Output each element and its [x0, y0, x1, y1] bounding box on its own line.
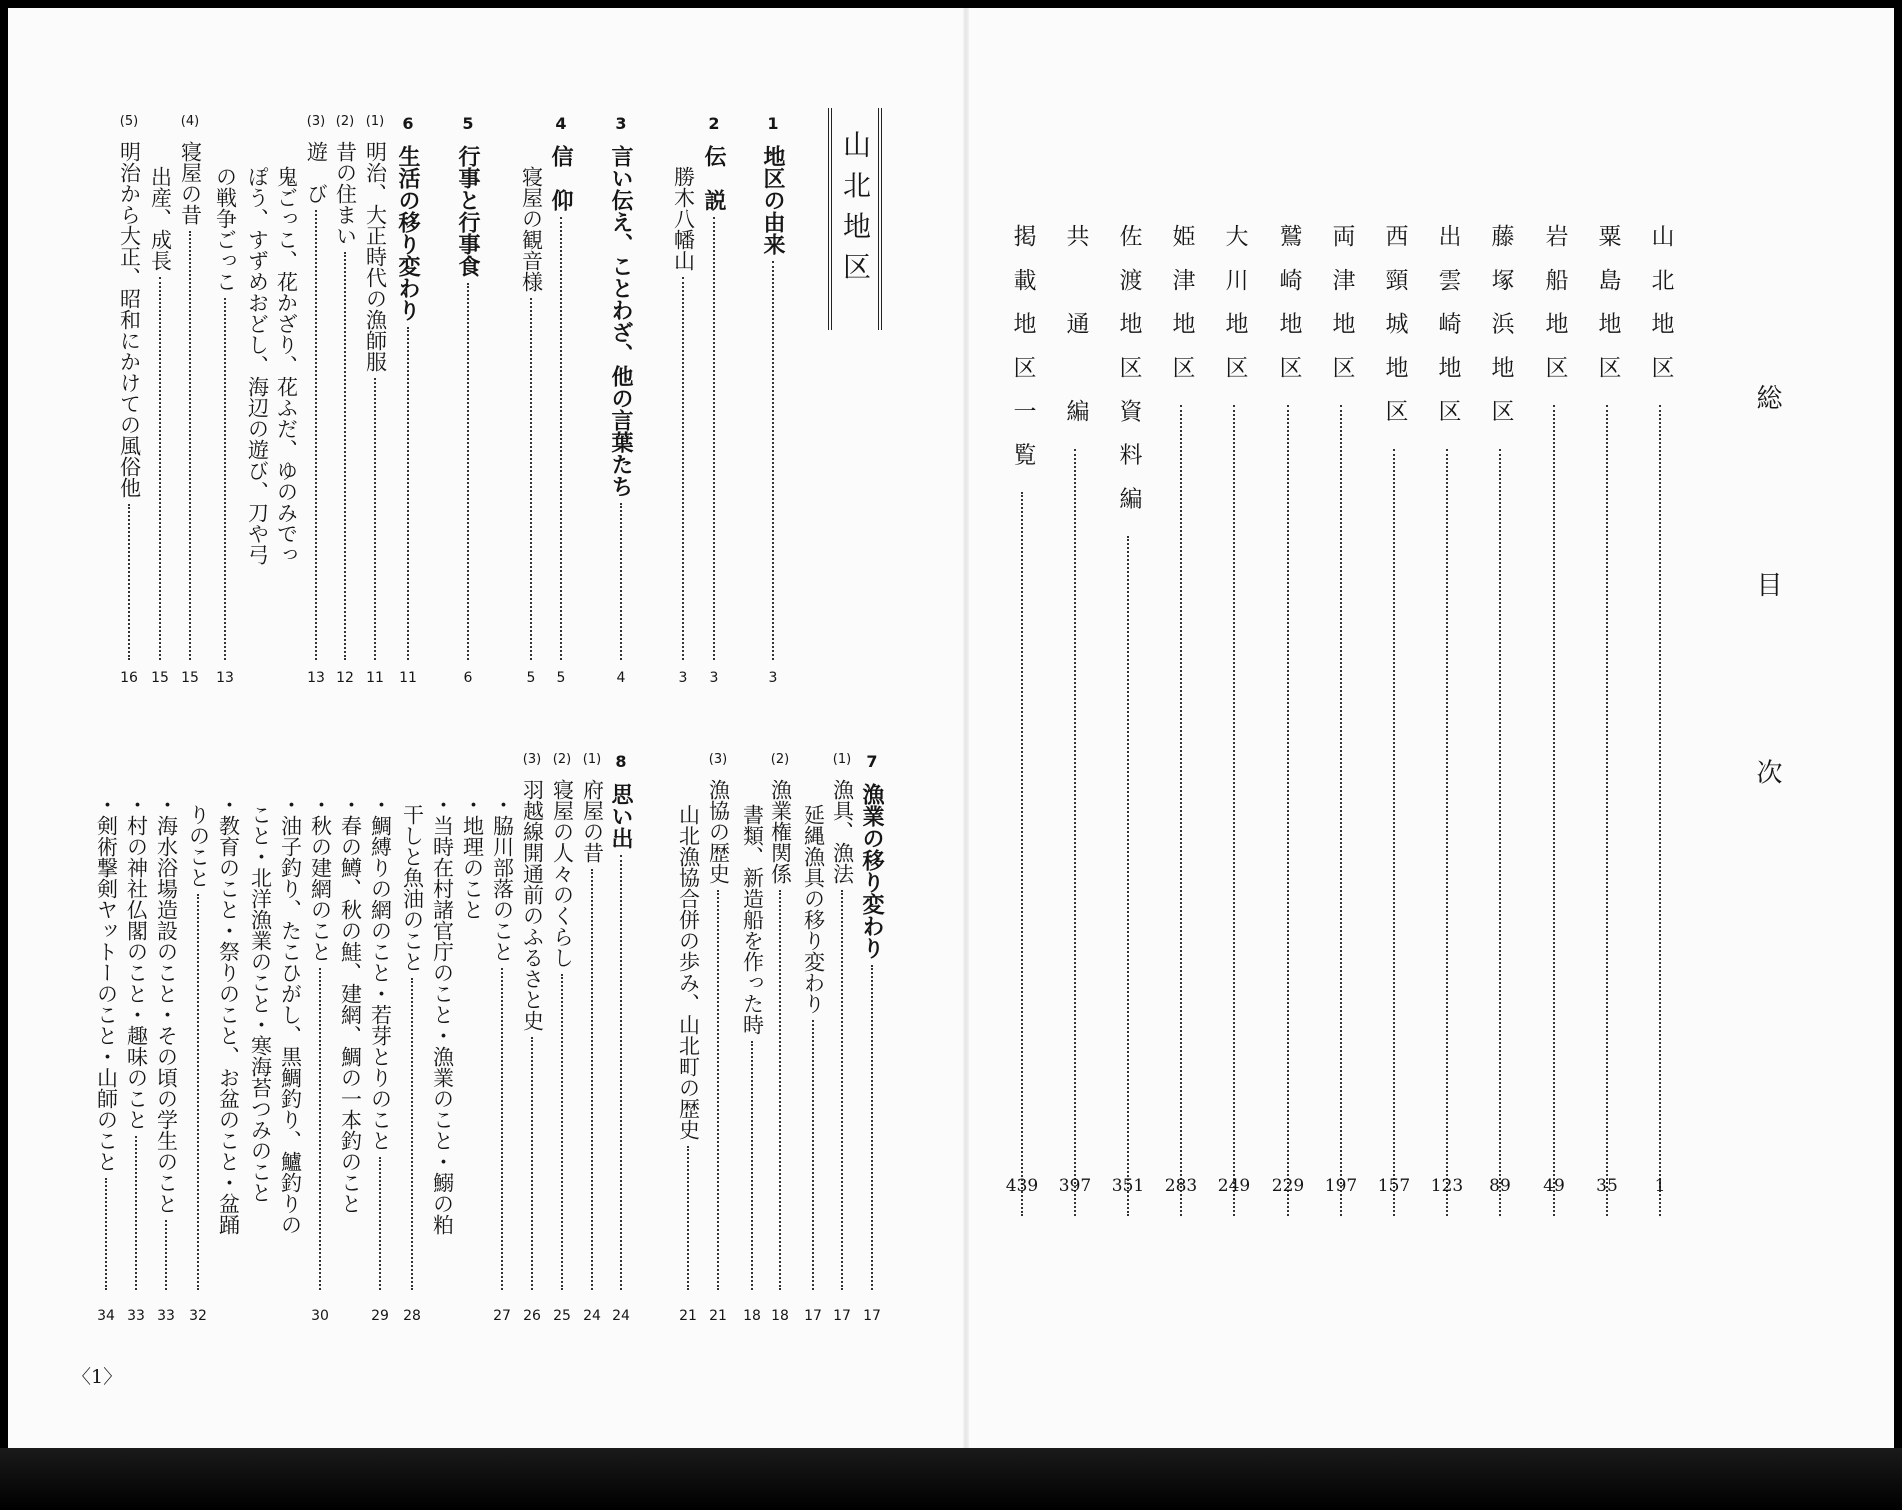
- toc-line-page: 26: [523, 1308, 541, 1324]
- toc-line-label: ・秋の建網のこと: [308, 794, 333, 962]
- toc-line-number: (2): [552, 752, 572, 767]
- toc-entry-label: 鷲崎地区: [1275, 224, 1302, 399]
- dot-leader: [871, 965, 873, 1290]
- dot-leader: [315, 210, 317, 660]
- toc-line-page: 27: [493, 1308, 511, 1324]
- toc-entry: [1429, 224, 1465, 1224]
- toc-line-label: 伝 説: [701, 145, 727, 211]
- dot-leader: [560, 217, 562, 660]
- toc-line-page: 33: [127, 1308, 145, 1324]
- dot-leader: [1393, 449, 1395, 1217]
- toc-line-number: (5): [119, 114, 139, 129]
- toc-entry-label: 岩船地区: [1541, 224, 1568, 399]
- dot-leader: [1180, 405, 1182, 1216]
- toc-line-page: 21: [709, 1308, 727, 1324]
- toc-line-number: (3): [708, 752, 728, 767]
- toc-line-number: 7: [866, 752, 878, 771]
- toc-line-number: (2): [770, 752, 790, 767]
- toc-line-label: ・当時在村諸官庁のこと・漁業のこと・鰯の粕: [430, 794, 455, 1235]
- dot-leader: [812, 1020, 814, 1290]
- dot-leader: [1446, 449, 1448, 1217]
- dot-leader: [841, 890, 843, 1290]
- toc-line-page: 4: [616, 670, 626, 686]
- toc-line-label: 山北漁協合併の歩み、山北町の歴史: [676, 804, 701, 1140]
- toc-line-label: ・地理のこと: [460, 794, 485, 920]
- toc-line: [545, 114, 577, 668]
- toc-line-page: 11: [366, 670, 384, 686]
- dot-leader: [687, 1146, 689, 1290]
- dot-leader: [224, 298, 226, 660]
- toc-line-label: 昔の住まい: [333, 141, 358, 246]
- toc-line-page: 18: [743, 1308, 761, 1324]
- toc-entry-page: 89: [1489, 1176, 1511, 1196]
- toc-line-label: 寝屋の昔: [178, 141, 203, 225]
- toc-line-label: 行事と行事食: [455, 145, 481, 277]
- toc-line: [605, 114, 637, 668]
- toc-line: [576, 752, 608, 1298]
- toc-line-label: ・油子釣り、たこひがし、黒鯛釣り、鱸釣りの: [278, 794, 303, 1235]
- dot-leader: [319, 968, 321, 1290]
- toc-line-number: (3): [522, 752, 542, 767]
- toc-entry-label: 掲載地区一覧: [1009, 224, 1036, 487]
- toc-entry: [1536, 224, 1572, 1224]
- toc-line: [174, 114, 206, 668]
- toc-line-page: 34: [97, 1308, 115, 1324]
- toc-line-label: 思い出: [608, 783, 634, 849]
- dot-leader: [1074, 449, 1076, 1217]
- toc-line-number: (1): [832, 752, 852, 767]
- toc-line-label: 出産、成長: [148, 166, 173, 271]
- scan-shadow: [0, 1448, 1902, 1510]
- toc-line-label: 鬼ごっこ、花かざり、花ふだ、ゆのみでっ: [274, 166, 299, 565]
- toc-line-label: 漁協の歴史: [706, 779, 731, 884]
- toc-line-label: こと・北洋漁業のこと・寒海苔つみのこと: [248, 804, 273, 1203]
- toc-line-page: 28: [403, 1308, 421, 1324]
- toc-line: [182, 752, 214, 1298]
- toc-line: [667, 114, 699, 668]
- toc-line: [764, 752, 796, 1298]
- toc-line-label: ・春の鱒、秋の鮭、建網、鯛の一本釣のこと: [338, 794, 363, 1214]
- toc-line-label: ぽう、すずめおどし、海辺の遊び、刀や弓: [245, 166, 270, 565]
- toc-line-page: 25: [553, 1308, 571, 1324]
- dot-leader: [407, 327, 409, 660]
- toc-line-page: 15: [151, 670, 169, 686]
- toc-line: [300, 114, 332, 668]
- dot-leader: [1340, 405, 1342, 1216]
- toc-line-number: (2): [335, 114, 355, 129]
- toc-line: [212, 752, 244, 1298]
- toc-entry-label: 粟島地区: [1594, 224, 1621, 399]
- toc-line: [426, 752, 458, 1298]
- dot-leader: [1553, 405, 1555, 1216]
- toc-line-page: 32: [189, 1308, 207, 1324]
- document-page: [8, 8, 1894, 1448]
- toc-line: [826, 752, 858, 1298]
- toc-line-page: 30: [311, 1308, 329, 1324]
- section-title-box: [828, 108, 882, 330]
- toc-line-page: 17: [833, 1308, 851, 1324]
- toc-entry: [1057, 224, 1093, 1224]
- toc-line: [672, 752, 704, 1298]
- toc-line-label: 漁業権関係: [768, 779, 793, 884]
- toc-line-page: 13: [216, 670, 234, 686]
- toc-line-page: 5: [556, 670, 566, 686]
- dot-leader: [1233, 405, 1235, 1216]
- toc-line-label: 明治から大正、昭和にかけての風俗他: [117, 141, 142, 498]
- toc-entry: [1270, 224, 1306, 1224]
- toc-line-label: 羽越線開通前のふるさと史: [520, 779, 545, 1031]
- dot-leader: [1127, 536, 1129, 1216]
- toc-line: [334, 752, 366, 1298]
- toc-entry: [1163, 224, 1199, 1224]
- toc-line-label: の戦争ごっこ: [213, 166, 238, 292]
- toc-entry-label: 西頸城地区: [1381, 224, 1408, 443]
- dot-leader: [1021, 492, 1023, 1216]
- dot-leader: [374, 378, 376, 660]
- toc-line-label: 寝屋の人々のくらし: [550, 779, 575, 968]
- toc-line: [144, 114, 176, 668]
- dot-leader: [467, 283, 469, 660]
- toc-line-label: 勝木八幡山: [671, 166, 696, 271]
- toc-line: [486, 752, 518, 1298]
- toc-entry-label: 両津地区: [1328, 224, 1355, 399]
- toc-line: [515, 114, 547, 668]
- toc-line-number: 4: [555, 114, 567, 133]
- toc-entry: [1110, 224, 1146, 1224]
- toc-line-label: ・村の神社仏閣のこと・趣味のこと: [124, 794, 149, 1130]
- toc-line: [150, 752, 182, 1298]
- toc-entry-label: 姫津地区: [1168, 224, 1195, 399]
- toc-line-label: 言い伝え、ことわざ、他の言葉たち: [608, 145, 634, 497]
- dot-leader: [379, 1157, 381, 1290]
- toc-line-number: 2: [708, 114, 720, 133]
- dot-leader: [105, 1178, 107, 1290]
- page-folio: 〈1〉: [72, 1366, 123, 1388]
- dot-leader: [751, 1041, 753, 1290]
- toc-line-label: 延縄漁具の移り変わり: [801, 804, 826, 1014]
- toc-line-label: 地区の由来: [760, 145, 786, 255]
- toc-line: [698, 114, 730, 668]
- toc-entry-page: 157: [1377, 1176, 1411, 1196]
- toc-line-number: (1): [582, 752, 602, 767]
- toc-entry: [1216, 224, 1252, 1224]
- toc-line-page: 3: [678, 670, 688, 686]
- toc-line: [359, 114, 391, 668]
- toc-entry-page: 439: [1005, 1176, 1039, 1196]
- toc-entry: [1642, 224, 1678, 1224]
- toc-line-label: 漁業の移り変わり: [859, 783, 885, 959]
- toc-line-number: (3): [306, 114, 326, 129]
- dot-leader: [501, 968, 503, 1290]
- toc-line: [244, 752, 276, 1298]
- toc-line-page: 13: [307, 670, 325, 686]
- toc-entry: [1323, 224, 1359, 1224]
- toc-line-label: ・剣術撃剣ヤットーのこと・山師のこと: [94, 794, 119, 1172]
- book-gutter: [963, 8, 969, 1448]
- dot-leader: [411, 978, 413, 1290]
- toc-line-number: 8: [615, 752, 627, 771]
- toc-entry-page: 249: [1217, 1176, 1251, 1196]
- toc-entry: [1004, 224, 1040, 1224]
- toc-entry-label: 藤塚浜地区: [1487, 224, 1514, 443]
- toc-line-number: 5: [462, 114, 474, 133]
- toc-entry-label: 共 通 編: [1062, 224, 1089, 443]
- dot-leader: [530, 298, 532, 660]
- page-title: 総 目 次: [1752, 384, 1782, 852]
- toc-line-number: 1: [767, 114, 779, 133]
- toc-entry-page: 283: [1164, 1176, 1198, 1196]
- toc-line-number: 6: [402, 114, 414, 133]
- toc-line-page: 29: [371, 1308, 389, 1324]
- dot-leader: [682, 277, 684, 660]
- dot-leader: [772, 261, 774, 660]
- dot-leader: [713, 217, 715, 660]
- toc-entry-page: 197: [1324, 1176, 1358, 1196]
- toc-entry-page: 35: [1596, 1176, 1618, 1196]
- toc-line-label: 府屋の昔: [580, 779, 605, 863]
- toc-line: [113, 114, 145, 668]
- toc-line: [605, 752, 637, 1298]
- toc-line-page: 24: [583, 1308, 601, 1324]
- toc-entry-page: 397: [1058, 1176, 1092, 1196]
- dot-leader: [135, 1136, 137, 1290]
- toc-line: [392, 114, 424, 668]
- toc-line: [452, 114, 484, 668]
- toc-entry-label: 出雲崎地区: [1434, 224, 1461, 443]
- toc-line: [757, 114, 789, 668]
- toc-line-label: 生活の移り変わり: [395, 145, 421, 321]
- toc-entry-page: 123: [1430, 1176, 1464, 1196]
- dot-leader: [717, 890, 719, 1290]
- dot-leader: [128, 504, 130, 660]
- toc-entry-label: 佐渡地区資料編: [1115, 224, 1142, 530]
- toc-line-label: 寝屋の観音様: [519, 166, 544, 292]
- dot-leader: [1659, 405, 1661, 1216]
- toc-entry: [1589, 224, 1625, 1224]
- toc-line-number: 3: [615, 114, 627, 133]
- toc-entry-page: 351: [1111, 1176, 1145, 1196]
- toc-line-label: 遊 び: [304, 141, 329, 204]
- dot-leader: [620, 855, 622, 1290]
- toc-line-page: 21: [679, 1308, 697, 1324]
- toc-line-label: 明治、大正時代の漁師服: [363, 141, 388, 372]
- dot-leader: [591, 869, 593, 1290]
- toc-entry-page: 1: [1654, 1176, 1666, 1196]
- toc-line-page: 24: [612, 1308, 630, 1324]
- toc-entry-label: 大川地区: [1221, 224, 1248, 399]
- toc-line-label: ・脇川部落のこと: [490, 794, 515, 962]
- toc-line: [797, 752, 829, 1298]
- toc-line-label: ・教育のこと・祭りのこと、お盆のこと・盆踊: [216, 794, 241, 1235]
- toc-line: [274, 752, 306, 1298]
- toc-line: [516, 752, 548, 1298]
- toc-line: [546, 752, 578, 1298]
- toc-line-page: 12: [336, 670, 354, 686]
- toc-line-page: 3: [768, 670, 778, 686]
- toc-line: [304, 752, 336, 1298]
- toc-line-label: ・海水浴場造設のこと・その頃の学生のこと: [154, 794, 179, 1214]
- toc-line: [329, 114, 361, 668]
- dot-leader: [1287, 405, 1289, 1216]
- toc-line-page: 6: [463, 670, 473, 686]
- toc-entry: [1376, 224, 1412, 1224]
- toc-line-label: 書類、新造船を作った時: [740, 804, 765, 1035]
- toc-line-label: りのこと: [186, 804, 211, 888]
- toc-entry: [1482, 224, 1518, 1224]
- toc-line-number: (4): [180, 114, 200, 129]
- dot-leader: [620, 503, 622, 660]
- toc-line: [120, 752, 152, 1298]
- dot-leader: [159, 277, 161, 660]
- toc-line-page: 17: [804, 1308, 822, 1324]
- dot-leader: [197, 894, 199, 1290]
- toc-line-page: 17: [863, 1308, 881, 1324]
- dot-leader: [561, 974, 563, 1290]
- toc-line: [209, 114, 241, 668]
- toc-line-label: 干しと魚油のこと: [400, 804, 425, 972]
- toc-entry-label: 山北地区: [1647, 224, 1674, 399]
- dot-leader: [165, 1220, 167, 1290]
- toc-line-page: 16: [120, 670, 138, 686]
- toc-line-label: 信 仰: [548, 145, 574, 211]
- toc-line-page: 5: [526, 670, 536, 686]
- dot-leader: [189, 231, 191, 660]
- dot-leader: [779, 890, 781, 1290]
- toc-line: [396, 752, 428, 1298]
- toc-line-label: ・鯛縛りの網のこと・若芽とりのこと: [368, 794, 393, 1151]
- toc-line: [270, 114, 302, 668]
- toc-line: [364, 752, 396, 1298]
- toc-line: [456, 752, 488, 1298]
- toc-line-page: 15: [181, 670, 199, 686]
- section-title: 山北地区: [839, 130, 872, 293]
- toc-line-label: 漁具、漁法: [830, 779, 855, 884]
- dot-leader: [344, 252, 346, 660]
- toc-line: [736, 752, 768, 1298]
- toc-line: [90, 752, 122, 1298]
- toc-line: [241, 114, 273, 668]
- dot-leader: [1606, 405, 1608, 1216]
- dot-leader: [1499, 449, 1501, 1217]
- toc-entry-page: 49: [1543, 1176, 1565, 1196]
- toc-line: [856, 752, 888, 1298]
- dot-leader: [531, 1037, 533, 1290]
- toc-line-page: 18: [771, 1308, 789, 1324]
- toc-entry-page: 229: [1271, 1176, 1305, 1196]
- toc-line-page: 33: [157, 1308, 175, 1324]
- toc-line: [702, 752, 734, 1298]
- toc-line-page: 3: [709, 670, 719, 686]
- toc-line-number: (1): [365, 114, 385, 129]
- toc-line-page: 11: [399, 670, 417, 686]
